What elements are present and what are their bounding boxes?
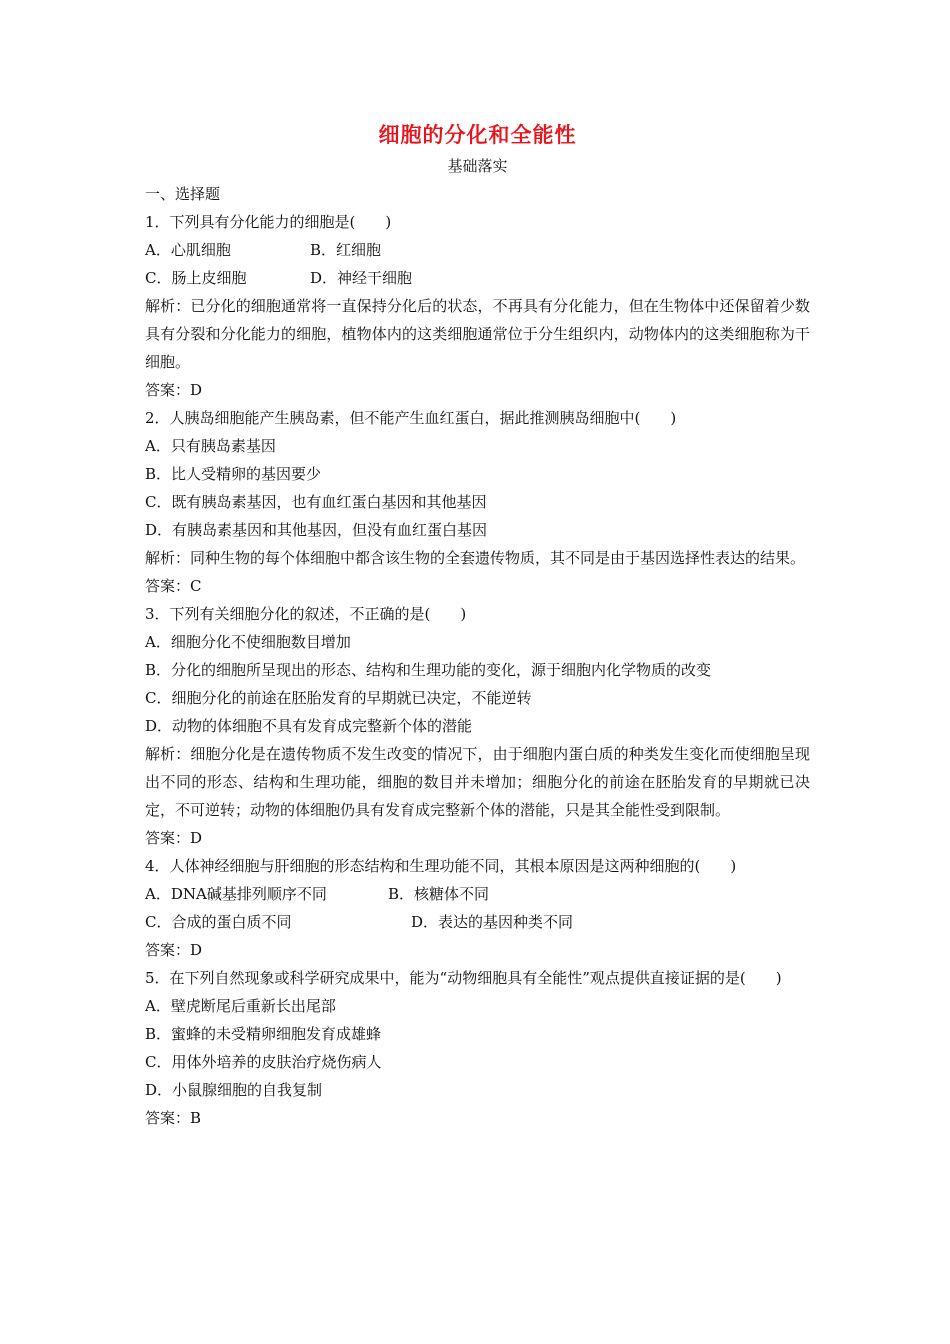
question-stem: 2．人胰岛细胞能产生胰岛素，但不能产生血红蛋白，据此推测胰岛细胞中( ) xyxy=(145,409,677,427)
option-d: D．神经干细胞 xyxy=(310,269,413,287)
option-b: B．分化的细胞所呈现出的形态、结构和生理功能的变化，源于细胞内化学物质的改变 xyxy=(145,661,712,679)
question-stem: 4．人体神经细胞与肝细胞的形态结构和生理功能不同，其根本原因是这两种细胞的( ) xyxy=(145,857,737,875)
option-a: A．壁虎断尾后重新长出尾部 xyxy=(145,997,336,1015)
page-title: 细胞的分化和全能性 xyxy=(378,122,577,147)
option-b: B．蜜蜂的未受精卵细胞发育成雄蜂 xyxy=(145,1025,382,1043)
answer-text: 答案：D xyxy=(145,381,203,399)
option-a: A．心肌细胞 xyxy=(145,241,231,259)
question-1 xyxy=(145,208,810,404)
document-page xyxy=(145,118,810,1132)
option-row xyxy=(145,264,810,292)
option-c: C．合成的蛋白质不同 xyxy=(145,913,292,931)
option-d: D．有胰岛素基因和其他基因，但没有血红蛋白基因 xyxy=(145,521,488,539)
answer-text: 答案：D xyxy=(145,941,203,959)
answer-text: 答案：B xyxy=(145,1109,202,1127)
option-b: B．红细胞 xyxy=(310,241,382,259)
option-row xyxy=(145,908,810,936)
option-row xyxy=(145,236,810,264)
option-b: B．核糖体不同 xyxy=(388,885,490,903)
option-c: C．肠上皮细胞 xyxy=(145,269,247,287)
option-d: D．动物的体细胞不具有发育成完整新个体的潜能 xyxy=(145,717,473,735)
analysis-text: 解析：同种生物的每个体细胞中都含该生物的全套遗传物质，其不同是由于基因选择性表达的结果。 xyxy=(145,549,806,567)
question-5 xyxy=(145,964,810,1132)
option-c: C．用体外培养的皮肤治疗烧伤病人 xyxy=(145,1053,382,1071)
question-stem: 1．下列具有分化能力的细胞是( ) xyxy=(145,213,392,231)
question-stem: 3．下列有关细胞分化的叙述，不正确的是( ) xyxy=(145,605,467,623)
option-a: A．DNA碱基排列顺序不同 xyxy=(145,885,327,903)
option-b: B．比人受精卵的基因要少 xyxy=(145,465,322,483)
question-4 xyxy=(145,852,810,964)
analysis-text: 解析：已分化的细胞通常将一直保持分化后的状态，不再具有分化能力，但在生物体中还保留着少数具有分裂和分化能力的细胞，植物体内的这类细胞通常位于分生组织内，动物体内的这类细胞称为干细胞。 xyxy=(145,297,810,371)
option-c: C．细胞分化的前途在胚胎发育的早期就已决定，不能逆转 xyxy=(145,689,532,707)
question-3 xyxy=(145,600,810,852)
option-c: C．既有胰岛素基因，也有血红蛋白基因和其他基因 xyxy=(145,493,487,511)
option-a: A．只有胰岛素基因 xyxy=(145,437,276,455)
question-stem: 5．在下列自然现象或科学研究成果中，能为“动物细胞具有全能性”观点提供直接证据的是( ) xyxy=(145,969,782,987)
option-a: A．细胞分化不使细胞数目增加 xyxy=(145,633,351,651)
answer-text: 答案：C xyxy=(145,577,202,595)
answer-text: 答案：D xyxy=(145,829,203,847)
option-row xyxy=(145,880,810,908)
section-heading: 一、选择题 xyxy=(145,185,221,203)
option-d: D．表达的基因种类不同 xyxy=(411,913,574,931)
analysis-text: 解析：细胞分化是在遗传物质不发生改变的情况下，由于细胞内蛋白质的种类发生变化而使细胞呈现出不同的形态、结构和生理功能，细胞的数目并未增加；细胞分化的前途在胚胎发育的早期就已决定，不可逆转；动物的体细胞仍具有发育成完整新个体的潜能，只是其全能性受到限制。 xyxy=(145,745,810,819)
option-d: D．小鼠腺细胞的自我复制 xyxy=(145,1081,323,1099)
question-2 xyxy=(145,404,810,600)
section-subtitle: 基础落实 xyxy=(447,157,508,175)
